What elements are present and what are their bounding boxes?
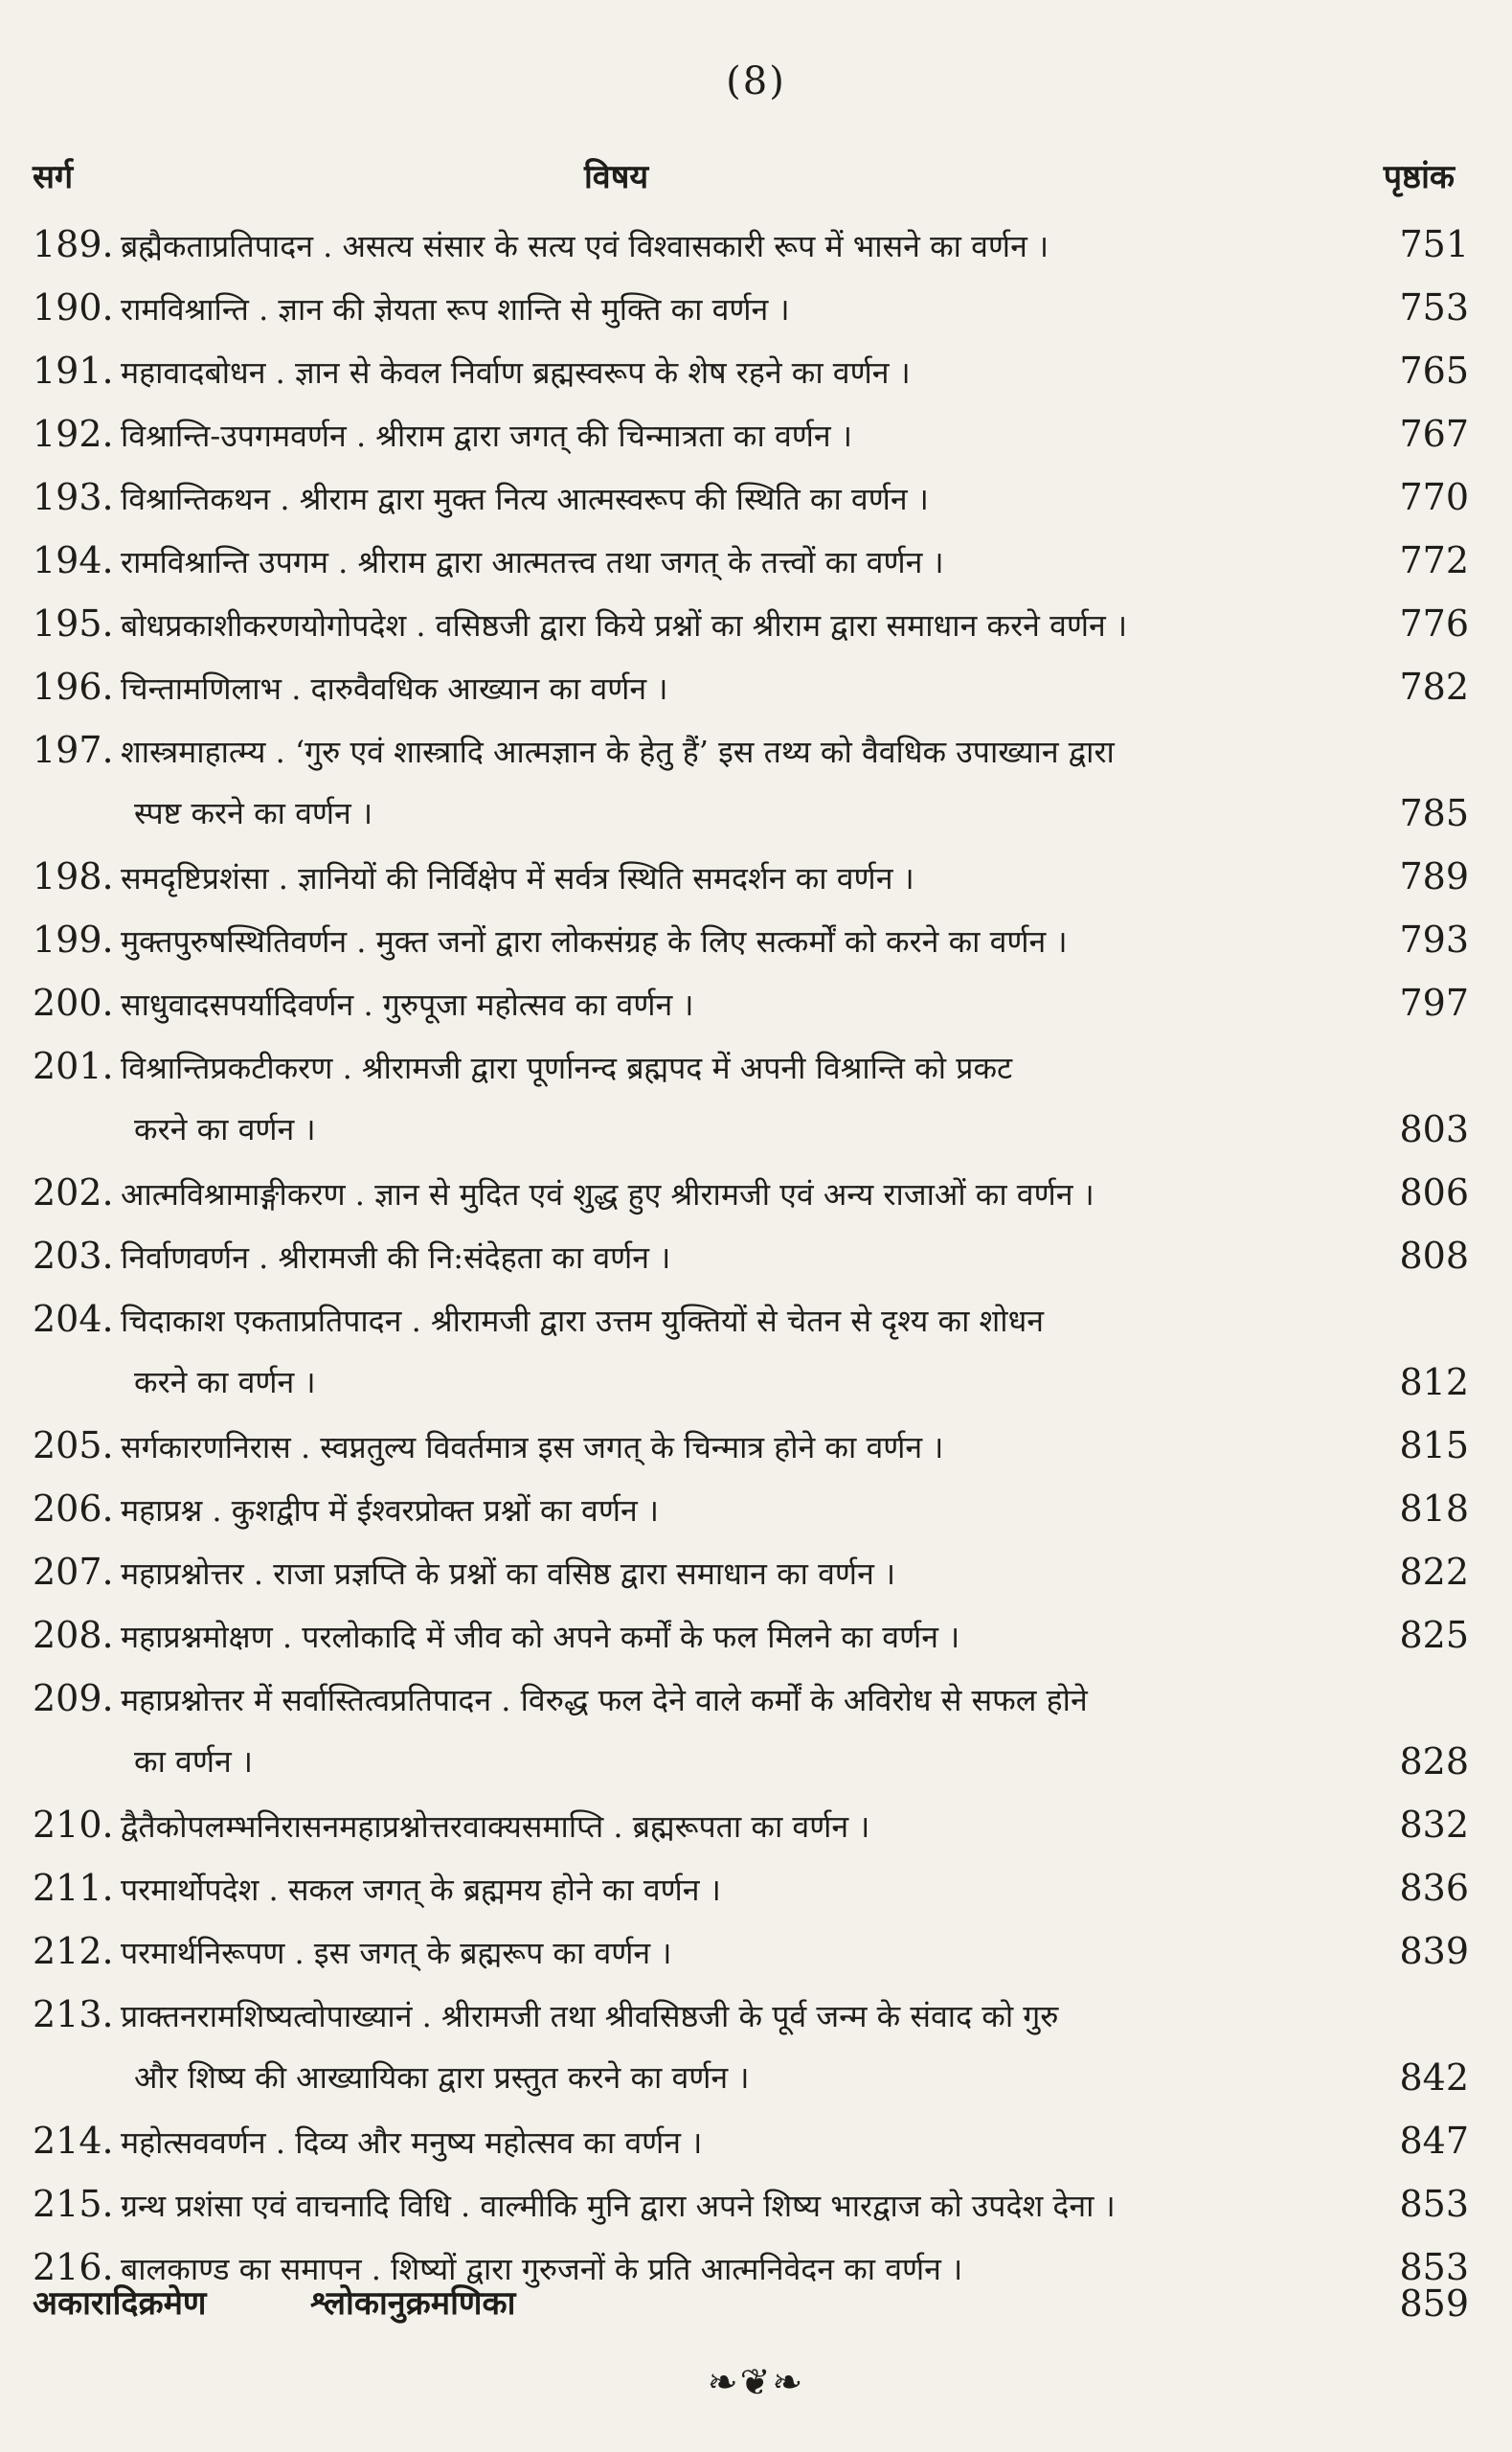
entry-text: महाप्रश्न . कुशद्वीप में ईश्वरप्रोक्त प्रश्नों का वर्णन ।	[121, 1492, 660, 1529]
toc-entry	[33, 1161, 1469, 1224]
toc-entry-line	[33, 2172, 1469, 2236]
entry-page-number: 836	[1399, 1867, 1469, 1909]
entry-text: करने का वर्णन ।	[134, 1364, 316, 1400]
entry-page-number: 767	[1399, 413, 1469, 455]
sarg-number: 191.	[33, 350, 114, 392]
sarg-number: 203.	[33, 1235, 114, 1277]
toc-entry-line	[33, 908, 1469, 971]
entry-text: विश्रान्तिकथन . श्रीराम द्वारा मुक्त नित्य आत्मस्वरूप की स्थिति का वर्णन ।	[121, 481, 929, 517]
entry-text: चिदाकाश एकताप्रतिपादन . श्रीरामजी द्वारा उत्तम युक्तियों से चेतन से दृश्य का शोधन	[121, 1303, 1045, 1339]
entry-text: महावादबोधन . ज्ञान से केवल निर्वाण ब्रह्मस्वरूप के शेष रहने का वर्णन ।	[121, 354, 911, 391]
entry-page-number: 751	[1399, 223, 1469, 265]
sarg-number: 190.	[33, 286, 114, 329]
entry-text: महाप्रश्नोत्तर में सर्वास्तित्वप्रतिपादन . विरुद्ध फल देने वाले कर्मों के अविरोध से सफल होने	[121, 1682, 1088, 1718]
entry-page-number: 853	[1399, 2183, 1469, 2225]
toc-entry-continuation	[33, 1351, 1469, 1414]
entry-page-number: 853	[1399, 2246, 1469, 2288]
entry-text: विश्रान्ति-उपगमवर्णन . श्रीराम द्वारा जगत् की चिन्मात्रता का वर्णन ।	[121, 418, 852, 454]
sarg-number: 216.	[33, 2246, 114, 2288]
header-sarg: सर्ग	[33, 158, 74, 196]
sarg-number: 192.	[33, 413, 114, 455]
toc-entry	[33, 1287, 1469, 1414]
entry-page-number: 842	[1399, 2056, 1469, 2099]
toc-entry	[33, 1414, 1469, 1477]
sarg-number: 198.	[33, 855, 114, 897]
sarg-number: 210.	[33, 1804, 114, 1846]
toc-entry-line	[33, 1793, 1469, 1856]
toc-entry-line	[33, 1540, 1469, 1603]
entry-page-number: 770	[1399, 476, 1469, 518]
entry-text: महोत्सववर्णन . दिव्य और मनुष्य महोत्सव का वर्णन ।	[121, 2124, 703, 2161]
toc-entry-line	[33, 1477, 1469, 1540]
entry-text: आत्मविश्रामाङ्गीकरण . ज्ञान से मुदित एवं शुद्ध हुए श्रीरामजी एवं अन्य राजाओं का वर्णन ।	[121, 1176, 1095, 1213]
index-entry	[33, 2272, 1469, 2335]
toc-entry	[33, 845, 1469, 908]
entry-text: सर्गकारणनिरास . स्वप्नतुल्य विवर्तमात्र इस जगत् के चिन्मात्र होने का वर्णन ।	[121, 1429, 944, 1465]
entry-page-number: 789	[1399, 855, 1469, 897]
header-vishay: विषय	[584, 158, 649, 196]
sarg-number: 200.	[33, 982, 114, 1024]
entry-page-number: 818	[1399, 1487, 1469, 1530]
entry-text: मुक्तपुरुषस्थितिवर्णन . मुक्त जनों द्वारा लोकसंग्रह के लिए सत्कर्मों को करने का वर्णन ।	[121, 923, 1068, 960]
toc-entry-continuation	[33, 782, 1469, 845]
toc-entry-line	[33, 655, 1469, 718]
entry-text: करने का वर्णन ।	[134, 1111, 316, 1147]
toc-entry-continuation	[33, 1098, 1469, 1161]
entry-text: विश्रान्तिप्रकटीकरण . श्रीरामजी द्वारा पूर्णानन्द ब्रह्मपद में अपनी विश्रान्ति को प्रकट	[121, 1050, 1013, 1086]
index-title-left: अकारादिक्रमेण	[33, 2284, 207, 2323]
sarg-number: 201.	[33, 1045, 114, 1087]
toc-entry	[33, 529, 1469, 592]
index-page-number: 859	[1399, 2282, 1469, 2325]
toc-entry	[33, 1224, 1469, 1287]
toc-entry-line	[33, 1983, 1469, 2046]
sarg-number: 213.	[33, 1993, 114, 2035]
entry-text: ग्रन्थ प्रशंसा एवं वाचनादि विधि . वाल्मीकि मुनि द्वारा अपने शिष्य भारद्वाज को उपदेश देना ।	[121, 2188, 1116, 2224]
toc-entry-line	[33, 1919, 1469, 1983]
toc-entry-line	[33, 1034, 1469, 1098]
entry-page-number: 797	[1399, 982, 1469, 1024]
toc-entry	[33, 276, 1469, 339]
entry-text: प्राक्तनरामशिष्यत्वोपाख्यानं . श्रीरामजी तथा श्रीवसिष्ठजी के पूर्व जन्म के संवाद को गुरु	[121, 1998, 1059, 2034]
page-number: (8)	[726, 59, 786, 103]
entry-text: शास्त्रमाहात्म्य . ‘गुरु एवं शास्त्रादि आत्मज्ञान के हेतु हैं’ इस तथ्य को वैवधिक उपाख्यान द्वारा	[121, 734, 1115, 770]
toc-entry	[33, 1856, 1469, 1919]
entry-text: का वर्णन ।	[134, 1743, 254, 1780]
toc-entry-continuation	[33, 2046, 1469, 2109]
toc-entry-line	[33, 1667, 1469, 1730]
sarg-number: 215.	[33, 2183, 114, 2225]
toc-entry-line	[33, 1287, 1469, 1351]
entry-page-number: 812	[1399, 1361, 1469, 1403]
toc-entry	[33, 2109, 1469, 2172]
toc-entry	[33, 1793, 1469, 1856]
entry-page-number: 832	[1399, 1804, 1469, 1846]
toc-entry	[33, 655, 1469, 718]
entry-text: द्वैतैकोपलम्भनिरासनमहाप्रश्नोत्तरवाक्यसमाप्ति . ब्रह्मरूपता का वर्णन ।	[121, 1808, 870, 1845]
toc-entry-line	[33, 402, 1469, 465]
toc-entry-line	[33, 971, 1469, 1034]
sarg-number: 197.	[33, 729, 114, 771]
toc-entry-line	[33, 718, 1469, 782]
toc-entry-line	[33, 2109, 1469, 2172]
sarg-number: 196.	[33, 666, 114, 708]
toc-entry-line	[33, 339, 1469, 402]
toc-entry	[33, 1477, 1469, 1540]
entry-page-number: 776	[1399, 602, 1469, 645]
sarg-number: 208.	[33, 1614, 114, 1656]
entry-page-number: 815	[1399, 1424, 1469, 1466]
toc-entry-line	[33, 213, 1469, 276]
toc-entry-line	[33, 1603, 1469, 1667]
toc-entry	[33, 465, 1469, 529]
toc-entry	[33, 339, 1469, 402]
toc-entry-line	[33, 1856, 1469, 1919]
toc-entry-line	[33, 845, 1469, 908]
entry-text: परमार्थनिरूपण . इस जगत् के ब्रह्मरूप का वर्णन ।	[121, 1935, 672, 1971]
sarg-number: 204.	[33, 1298, 114, 1340]
sarg-number: 214.	[33, 2120, 114, 2162]
toc-entry	[33, 1540, 1469, 1603]
ornament-icon: ❧❦❧	[707, 2361, 805, 2403]
toc-entry	[33, 2172, 1469, 2236]
entry-page-number: 828	[1399, 1740, 1469, 1782]
sarg-number: 206.	[33, 1487, 114, 1530]
sarg-number: 189.	[33, 223, 114, 265]
entry-page-number: 785	[1399, 792, 1469, 834]
entry-page-number: 765	[1399, 350, 1469, 392]
entry-page-number: 822	[1399, 1551, 1469, 1593]
toc-entry-line	[33, 529, 1469, 592]
toc-entry	[33, 971, 1469, 1034]
sarg-number: 207.	[33, 1551, 114, 1593]
toc-entry	[33, 1034, 1469, 1161]
entry-text: रामविश्रान्ति उपगम . श्रीराम द्वारा आत्मतत्त्व तथा जगत् के तत्त्वों का वर्णन ।	[121, 544, 944, 580]
entry-page-number: 803	[1399, 1108, 1469, 1150]
entry-page-number: 806	[1399, 1171, 1469, 1214]
sarg-number: 195.	[33, 602, 114, 645]
entry-text: चिन्तामणिलाभ . दारुवैवधिक आख्यान का वर्णन ।	[121, 670, 668, 707]
toc-entry-line	[33, 592, 1469, 655]
toc-entry	[33, 908, 1469, 971]
entry-page-number: 847	[1399, 2120, 1469, 2162]
entry-text: रामविश्रान्ति . ज्ञान की ज्ञेयता रूप शान्ति से मुक्ति का वर्णन ।	[121, 291, 790, 328]
sarg-number: 205.	[33, 1424, 114, 1466]
toc-entry-line	[33, 1414, 1469, 1477]
entry-text: बोधप्रकाशीकरणयोगोपदेश . वसिष्ठजी द्वारा किये प्रश्नों का श्रीराम द्वारा समाधान करने वर्णन ।	[121, 607, 1128, 644]
sarg-number: 211.	[33, 1867, 114, 1909]
toc-entry	[33, 402, 1469, 465]
toc-entry	[33, 1919, 1469, 1983]
table-of-contents	[33, 213, 1469, 2299]
toc-entry	[33, 718, 1469, 845]
entry-text: ब्रह्मैकताप्रतिपादन . असत्य संसार के सत्य एवं विश्वासकारी रूप में भासने का वर्णन ।	[121, 228, 1049, 264]
toc-entry	[33, 1667, 1469, 1793]
entry-page-number: 782	[1399, 666, 1469, 708]
sarg-number: 209.	[33, 1677, 114, 1719]
toc-entry	[33, 592, 1469, 655]
toc-entry	[33, 213, 1469, 276]
entry-text: निर्वाणवर्णन . श्रीरामजी की नि:संदेहता का वर्णन ।	[121, 1239, 671, 1276]
sarg-number: 194.	[33, 539, 114, 581]
entry-text: समदृष्टिप्रशंसा . ज्ञानियों की निर्विक्षेप में सर्वत्र स्थिति समदर्शन का वर्णन ।	[121, 860, 914, 897]
entry-page-number: 825	[1399, 1614, 1469, 1656]
sarg-number: 212.	[33, 1930, 114, 1972]
entry-page-number: 793	[1399, 919, 1469, 961]
entry-text: महाप्रश्नमोक्षण . परलोकादि में जीव को अपने कर्मों के फल मिलने का वर्णन ।	[121, 1619, 960, 1655]
entry-text: और शिष्य की आख्यायिका द्वारा प्रस्तुत करने का वर्णन ।	[134, 2059, 750, 2096]
header-page: पृष्ठांक	[1383, 158, 1455, 196]
entry-page-number: 772	[1399, 539, 1469, 581]
toc-entry-line	[33, 1161, 1469, 1224]
sarg-number: 193.	[33, 476, 114, 518]
entry-text: परमार्थोपदेश . सकल जगत् के ब्रह्ममय होने का वर्णन ।	[121, 1872, 721, 1908]
toc-entry-continuation	[33, 1730, 1469, 1793]
toc-entry	[33, 1983, 1469, 2109]
entry-text: महाप्रश्नोत्तर . राजा प्रज्ञप्ति के प्रश्नों का वसिष्ठ द्वारा समाधान का वर्णन ।	[121, 1555, 896, 1592]
toc-entry	[33, 1603, 1469, 1667]
sarg-number: 202.	[33, 1171, 114, 1214]
index-title-right: श्लोकानुक्रमणिका	[310, 2284, 516, 2323]
toc-entry-line	[33, 276, 1469, 339]
sarg-number: 199.	[33, 919, 114, 961]
entry-text: स्पष्ट करने का वर्णन ।	[134, 795, 373, 831]
entry-text: बालकाण्ड का समापन . शिष्यों द्वारा गुरुजनों के प्रति आत्मनिवेदन का वर्णन ।	[121, 2251, 963, 2287]
entry-text: साधुवादसपर्यादिवर्णन . गुरुपूजा महोत्सव का वर्णन ।	[121, 987, 694, 1023]
toc-header	[33, 153, 1455, 207]
toc-entry-line	[33, 1224, 1469, 1287]
entry-page-number: 808	[1399, 1235, 1469, 1277]
entry-page-number: 753	[1399, 286, 1469, 329]
toc-entry-line	[33, 465, 1469, 529]
entry-page-number: 839	[1399, 1930, 1469, 1972]
